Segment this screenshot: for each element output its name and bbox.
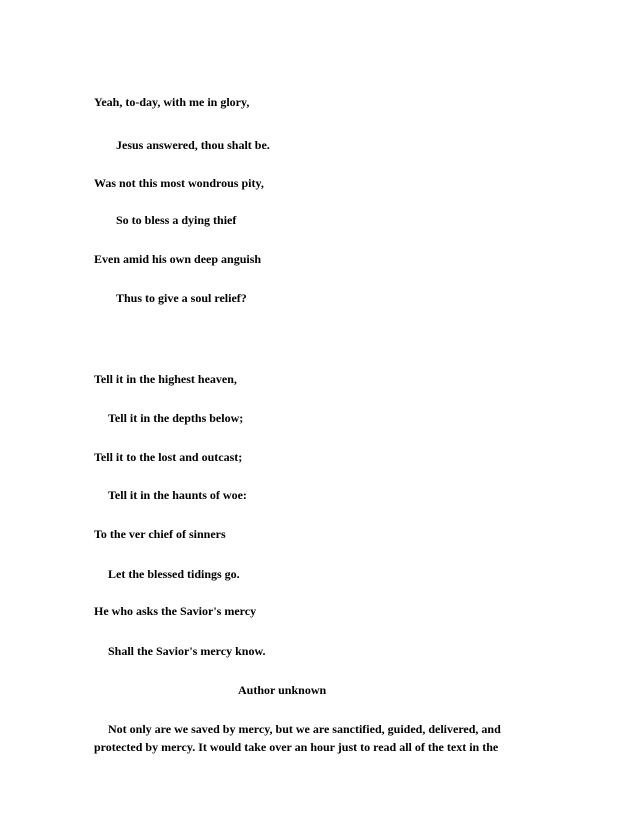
poem-line: Thus to give a soul relief?	[116, 291, 247, 305]
poem-line: He who asks the Savior's mercy	[94, 604, 257, 618]
poem-line: Tell it in the highest heaven,	[94, 372, 237, 386]
poem-line: So to bless a dying thief	[116, 213, 237, 227]
poem-line: Yeah, to-day, with me in glory,	[94, 95, 250, 109]
paragraph-line: Not only are we saved by mercy, but we are sanctified, guided, delivered, and	[108, 722, 501, 736]
paragraph-line: protected by mercy. It would take over an hour just to read all of the text in the	[94, 740, 499, 754]
poem-line: To the ver chief of sinners	[94, 527, 226, 541]
body-paragraph	[94, 720, 534, 756]
poem-line: Tell it in the depths below;	[108, 411, 244, 425]
poem-attribution: Author unknown	[238, 683, 327, 697]
poem-line: Was not this most wondrous pity,	[94, 176, 264, 190]
poem-line: Shall the Savior's mercy know.	[108, 644, 266, 658]
poem-line: Let the blessed tidings go.	[108, 567, 240, 581]
poem-line: Tell it to the lost and outcast;	[94, 450, 243, 464]
poem-line: Jesus answered, thou shalt be.	[116, 138, 270, 152]
poem-line: Tell it in the haunts of woe:	[108, 488, 247, 502]
poem-line: Even amid his own deep anguish	[94, 252, 262, 266]
